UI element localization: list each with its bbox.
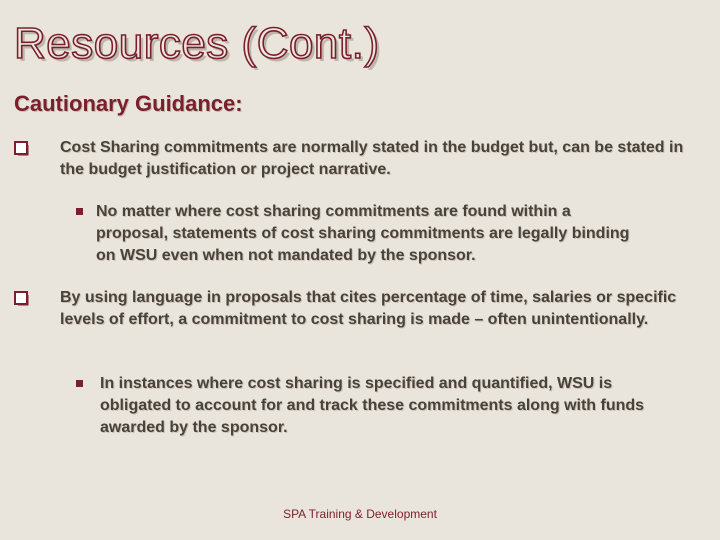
- checkbox-icon: [14, 141, 28, 155]
- bullet-item: [14, 137, 694, 181]
- slide-title: Resources (Cont.): [14, 19, 380, 68]
- bullet-item: [14, 287, 694, 331]
- checkbox-icon: [14, 291, 28, 305]
- square-bullet-icon: [76, 208, 83, 215]
- bullet-text: Cost Sharing commitments are normally stated in the budget but, can be stated in the budget justification or project narrative.: [60, 139, 684, 178]
- slide-subtitle: Cautionary Guidance:: [14, 91, 243, 116]
- slide-footer: SPA Training & Development: [283, 507, 437, 521]
- sub-bullet-text: In instances where cost sharing is specified and quantified, WSU is obligated to account for and track these commitments along with funds awarded by the sponsor.: [100, 375, 645, 436]
- sub-bullet-text: No matter where cost sharing commitments are found within a proposal, statements of cost sharing commitments are legally binding on WSU even when not mandated by the sponsor.: [96, 203, 630, 264]
- sub-bullet-item: [76, 201, 636, 267]
- sub-bullet-item: [76, 373, 686, 439]
- bullet-text: By using language in proposals that cites percentage of time, salaries or specific levels of effort, a commitment to cost sharing is made – often unintentionally.: [60, 289, 677, 328]
- square-bullet-icon: [76, 380, 83, 387]
